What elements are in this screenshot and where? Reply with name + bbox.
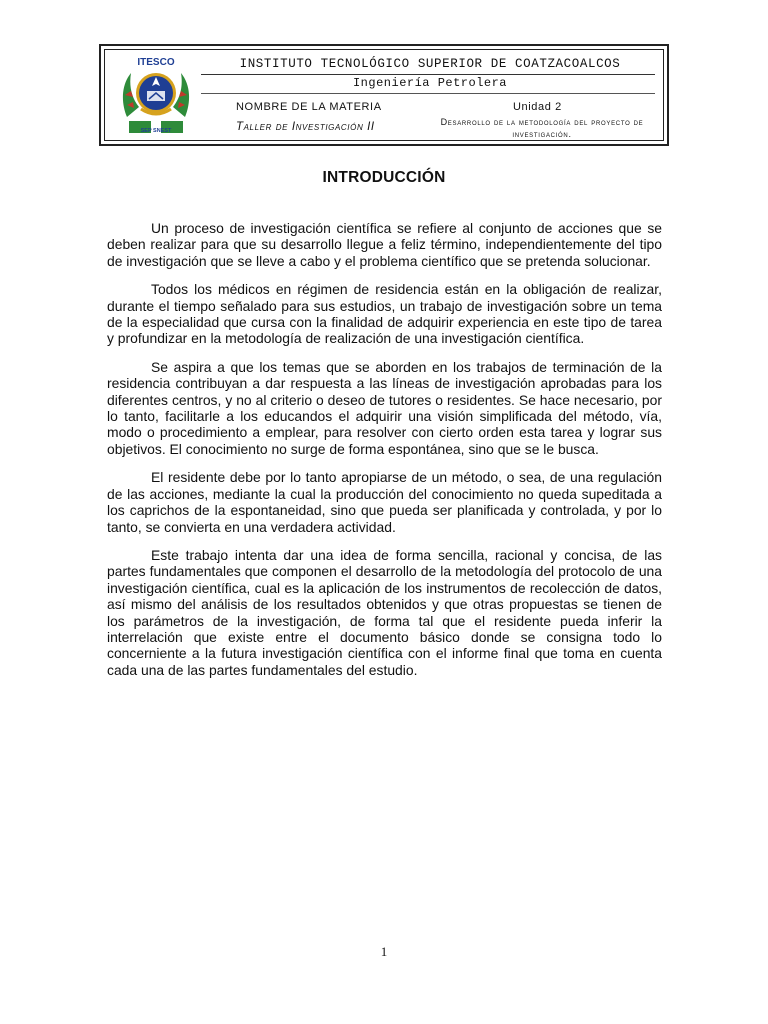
subject-label: NOMBRE DE LA MATERIA: [236, 101, 382, 113]
body-text: [107, 220, 662, 690]
unit-title: Desarrollo de la metodología del proyecto de investigación.: [440, 117, 644, 139]
unit-label: Unidad 2: [513, 101, 562, 113]
document-header: [99, 44, 669, 146]
paragraph-4: El residente debe por lo tanto apropiarse de un método, o sea, de una regulación de las acciones, mediante la cual la producción del conocimiento no queda supeditada a los caprichos de la espontaneidad, sino que pueda ser planificada y controlada, y por lo tanto, se convierta en una verdadera actividad.: [107, 469, 662, 535]
itesco-logo: [117, 55, 195, 135]
institution-divider: [201, 74, 655, 75]
paragraph-1: Un proceso de investigación científica se refiere al conjunto de acciones que se deben realizar para que su desarrollo llegue a feliz término, independientemente del tipo de investigación que se lleve a cabo y el problema científico que se pretenda solucionar.: [107, 220, 662, 269]
subject-name: Taller de Investigación II: [236, 121, 375, 133]
institution-name: INSTITUTO TECNOLÓGICO SUPERIOR DE COATZACOALCOS: [239, 57, 621, 71]
career-divider: [201, 93, 655, 94]
header-inner-frame: [104, 49, 664, 141]
paragraph-2: Todos los médicos en régimen de residencia están en la obligación de realizar, durante el tiempo señalado para sus estudios, un trabajo de investigación sobre un tema de la especialidad que cursa con la finalidad de adquirir experiencia en este tipo de tarea y profundizar en la metodología de realización de una investigación científica.: [107, 281, 662, 347]
logo-badge-text: SEP SNEST: [140, 128, 172, 134]
page-title: INTRODUCCIÓN: [322, 169, 446, 186]
paragraph-5: Este trabajo intenta dar una idea de forma sencilla, racional y concisa, de las partes fundamentales que componen el desarrollo de la metodología del protocolo de una investigación científica, cual es la aplicación de los instrumentos de recolección de datos, así mismo del análisis de los resultados obtenidos y que otras propuestas se tienen de los parámetros de la investigación, de forma tal que el residente pueda inferir la interrelación que existe entre el documento básico donde se consigna todo lo concerniente a la futura investigación científica con el informe final que toma en cuenta cada una de las partes fundamentales del estudio.: [107, 546, 662, 678]
paragraph-3: Se aspira a que los temas que se aborden en los trabajos de terminación de la residencia contribuyan a dar respuesta a las líneas de investigación aprobadas para los diferentes centros, y no al criterio o deseo de tutores o residentes. Se hace necesario, por lo tanto, facilitarle a los educandos el adquirir una visión simplificada del método, vía, modo o procedimiento a emplear, para resolver con cierto orden esta tarea y lograr sus objetivos. El conocimiento no surge de forma espontánea, sino que se le busca.: [107, 358, 662, 457]
career-name: Ingeniería Petrolera: [352, 76, 508, 90]
page-number: 1: [380, 944, 388, 959]
logo-text: ITESCO: [137, 57, 175, 68]
